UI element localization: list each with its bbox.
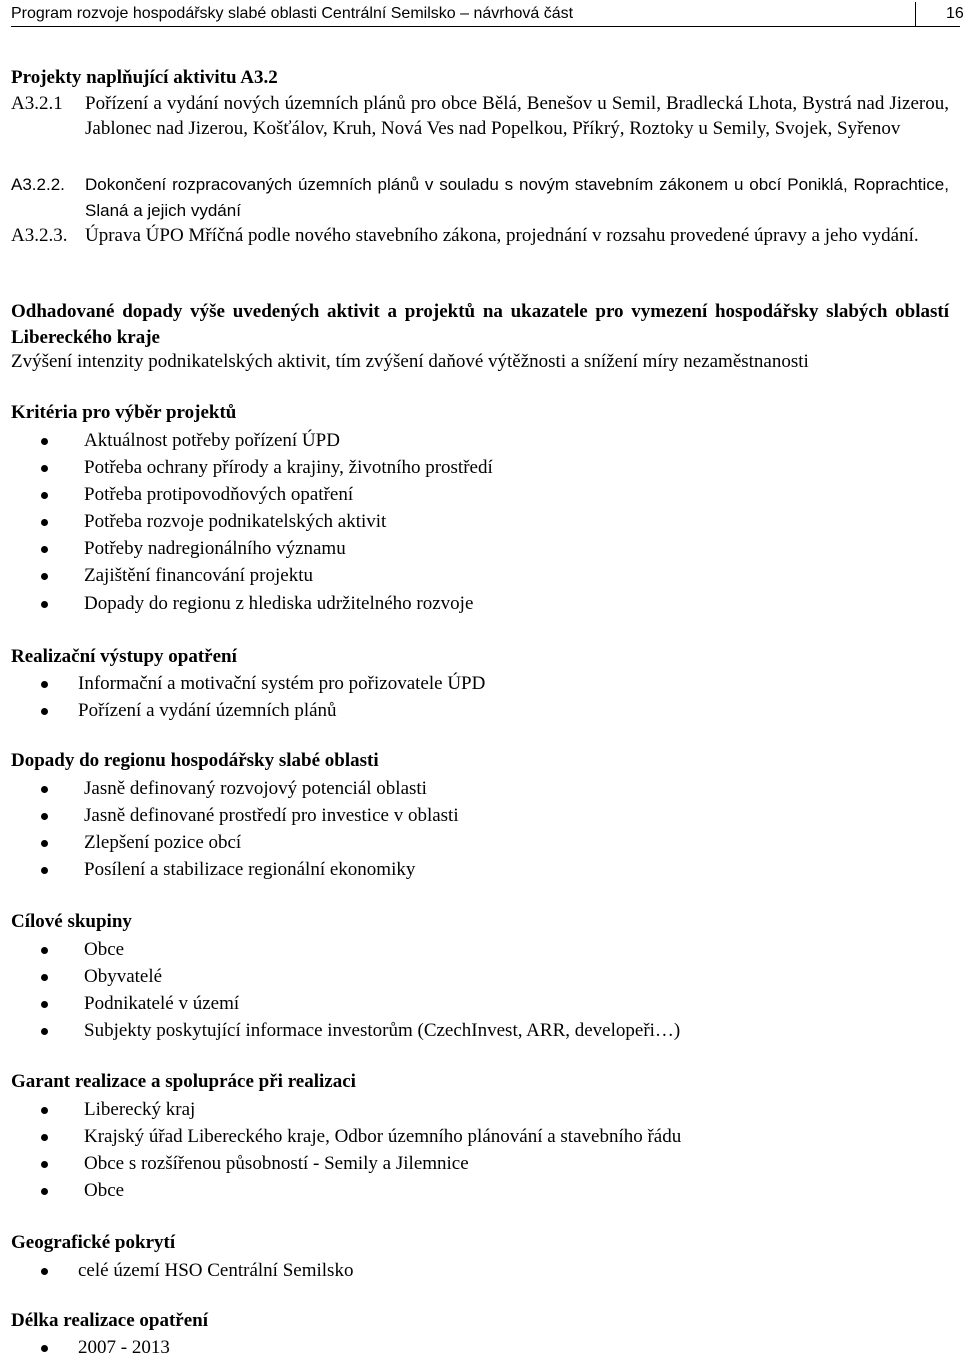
- bullet-icon: [41, 840, 48, 847]
- region-impacts-heading: Dopady do regionu hospodářsky slabé oblasti: [11, 750, 379, 771]
- project-text: Dokončení rozpracovaných územních plánů v souladu s novým stavebním zákonem u obcí Poniklá, Roprachtice, Slaná a jejich vydání: [85, 175, 949, 220]
- project-item: [11, 172, 949, 224]
- bullet-icon: [41, 681, 48, 688]
- project-code: A3.2.3.: [11, 225, 68, 246]
- page-number: 16: [946, 5, 964, 22]
- bullet-icon: [41, 974, 48, 981]
- bullet-icon: [41, 573, 48, 580]
- bullet-icon: [41, 1028, 48, 1035]
- bullet-icon: [41, 438, 48, 445]
- criteria-heading: Kritéria pro výběr projektů: [11, 402, 237, 423]
- bullet-icon: [41, 1345, 48, 1352]
- header-separator: [915, 2, 916, 26]
- bullet-icon: [41, 786, 48, 793]
- bullet-icon: [41, 708, 48, 715]
- bullet-icon: [41, 867, 48, 874]
- project-item: [11, 92, 949, 141]
- bullet-icon: [41, 519, 48, 526]
- bullet-icon: [41, 601, 48, 608]
- bullet-icon: [41, 1161, 48, 1168]
- bullet-icon: [41, 1134, 48, 1141]
- header-title: Program rozvoje hospodářsky slabé oblasti Centrální Semilsko – návrhová část: [11, 5, 574, 22]
- projects-heading: Projekty naplňující aktivitu A3.2: [11, 67, 278, 88]
- bullet-icon: [41, 1268, 48, 1275]
- project-code: A3.2.1: [11, 93, 63, 114]
- bullet-icon: [41, 546, 48, 553]
- duration-heading: Délka realizace opatření: [11, 1310, 208, 1331]
- impacts-heading: Odhadované dopady výše uvedených aktivit a projektů na ukazatele pro vymezení hospodářsky slabých oblastí Libereckého kraje: [11, 301, 949, 348]
- bullet-icon: [41, 465, 48, 472]
- project-item: [11, 223, 949, 249]
- page-header: [11, 2, 964, 27]
- guarantor-heading: Garant realizace a spolupráce při realizaci: [11, 1071, 356, 1092]
- bullet-icon: [41, 947, 48, 954]
- bullet-icon: [41, 1107, 48, 1114]
- project-code: A3.2.2.: [11, 175, 65, 194]
- coverage-heading: Geografické pokrytí: [11, 1232, 176, 1253]
- document-page: Program rozvoje hospodářsky slabé oblasti Centrální Semilsko – návrhová část 16 Projekty naplňující aktivitu A3.2 A3.2.1 Pořízení a vydání nových územních plánů pro obce Bělá, Benešov u Semil, Bradlecká Lhota, Bystrá nad Jizerou, Jablonec nad Jizerou, Košťálov, Kruh, Nová Ves nad Popelkou, Příkrý, Roztoky u Semily, Svojek, Syřenov A3.2.2. Dokončení rozpracovaných územních plánů v souladu s novým stavebním zákonem u obcí Poniklá, Roprachtice, Slaná a jejich vydání A3.2.3. Úprava ÚPO Mříčná podle nového stavebního zákona, projednání v rozsahu provedené úpravy a jeho vydání. Odhadované dopady výše uvedených aktivit a projektů na ukazatele pro vymezení hospodářsky slabých oblastí Libereckého kraje Zvýšení intenzity podnikatelských aktivit, tím zvýšení daňové výtěžnosti a snížení míry nezaměstnanosti Kritéria pro výběr projektů Aktuálnost potřeby pořízení ÚPD Potřeba ochrany přírody a krajiny, životního prostředí Potřeba protipovodňových opatření Potřeba rozvoje podnikatelských aktivit Potřeby nadregionálního významu Zajištění financování projektu Dopady do regionu z hlediska udržitelného rozvoje Realizační výstupy opatření Informační a motivační systém pro pořizovatele ÚPD Pořízení a vydání územních plánů Dopady do regionu hospodářsky slabé oblasti Jasně definovaný rozvojový potenciál oblasti Jasně definované prostředí pro investice v oblasti Zlepšení pozice obcí Posílení a stabilizace regionální ekonomiky Cílové skupiny Obce Obyvatelé Podnikatelé v území Subjekty poskytující informace investorům (CzechInvest, ARR, developeři…) Garant realizace a spolupráce při realizaci Liberecký kraj Krajský úřad Libereckého kraje, Odbor územního plánování a stavebního řádu Obce s rozšířenou působností - Semily a Jilemnice Obce Geografické pokrytí celé území HSO Centrální Semilsko Délka realizace opatření 2007 - 2013: [0, 0, 960, 1356]
- project-text: Úprava ÚPO Mříčná podle nového stavebního zákona, projednání v rozsahu provedené úpravy a jeho vydání.: [85, 225, 919, 246]
- bullet-icon: [41, 813, 48, 820]
- impacts-text: Zvýšení intenzity podnikatelských aktivit, tím zvýšení daňové výtěžnosti a snížení míry nezaměstnanosti: [11, 351, 809, 372]
- bullet-icon: [41, 492, 48, 499]
- project-text: Pořízení a vydání nových územních plánů pro obce Bělá, Benešov u Semil, Bradlecká Lhota, Bystrá nad Jizerou, Jablonec nad Jizerou, Košťálov, Kruh, Nová Ves nad Popelkou, Příkrý, Roztoky u Semily, Svojek, Syřenov: [85, 93, 949, 139]
- outputs-heading: Realizační výstupy opatření: [11, 646, 237, 667]
- bullet-icon: [41, 1001, 48, 1008]
- bullet-icon: [41, 1188, 48, 1195]
- target-groups-heading: Cílové skupiny: [11, 911, 132, 932]
